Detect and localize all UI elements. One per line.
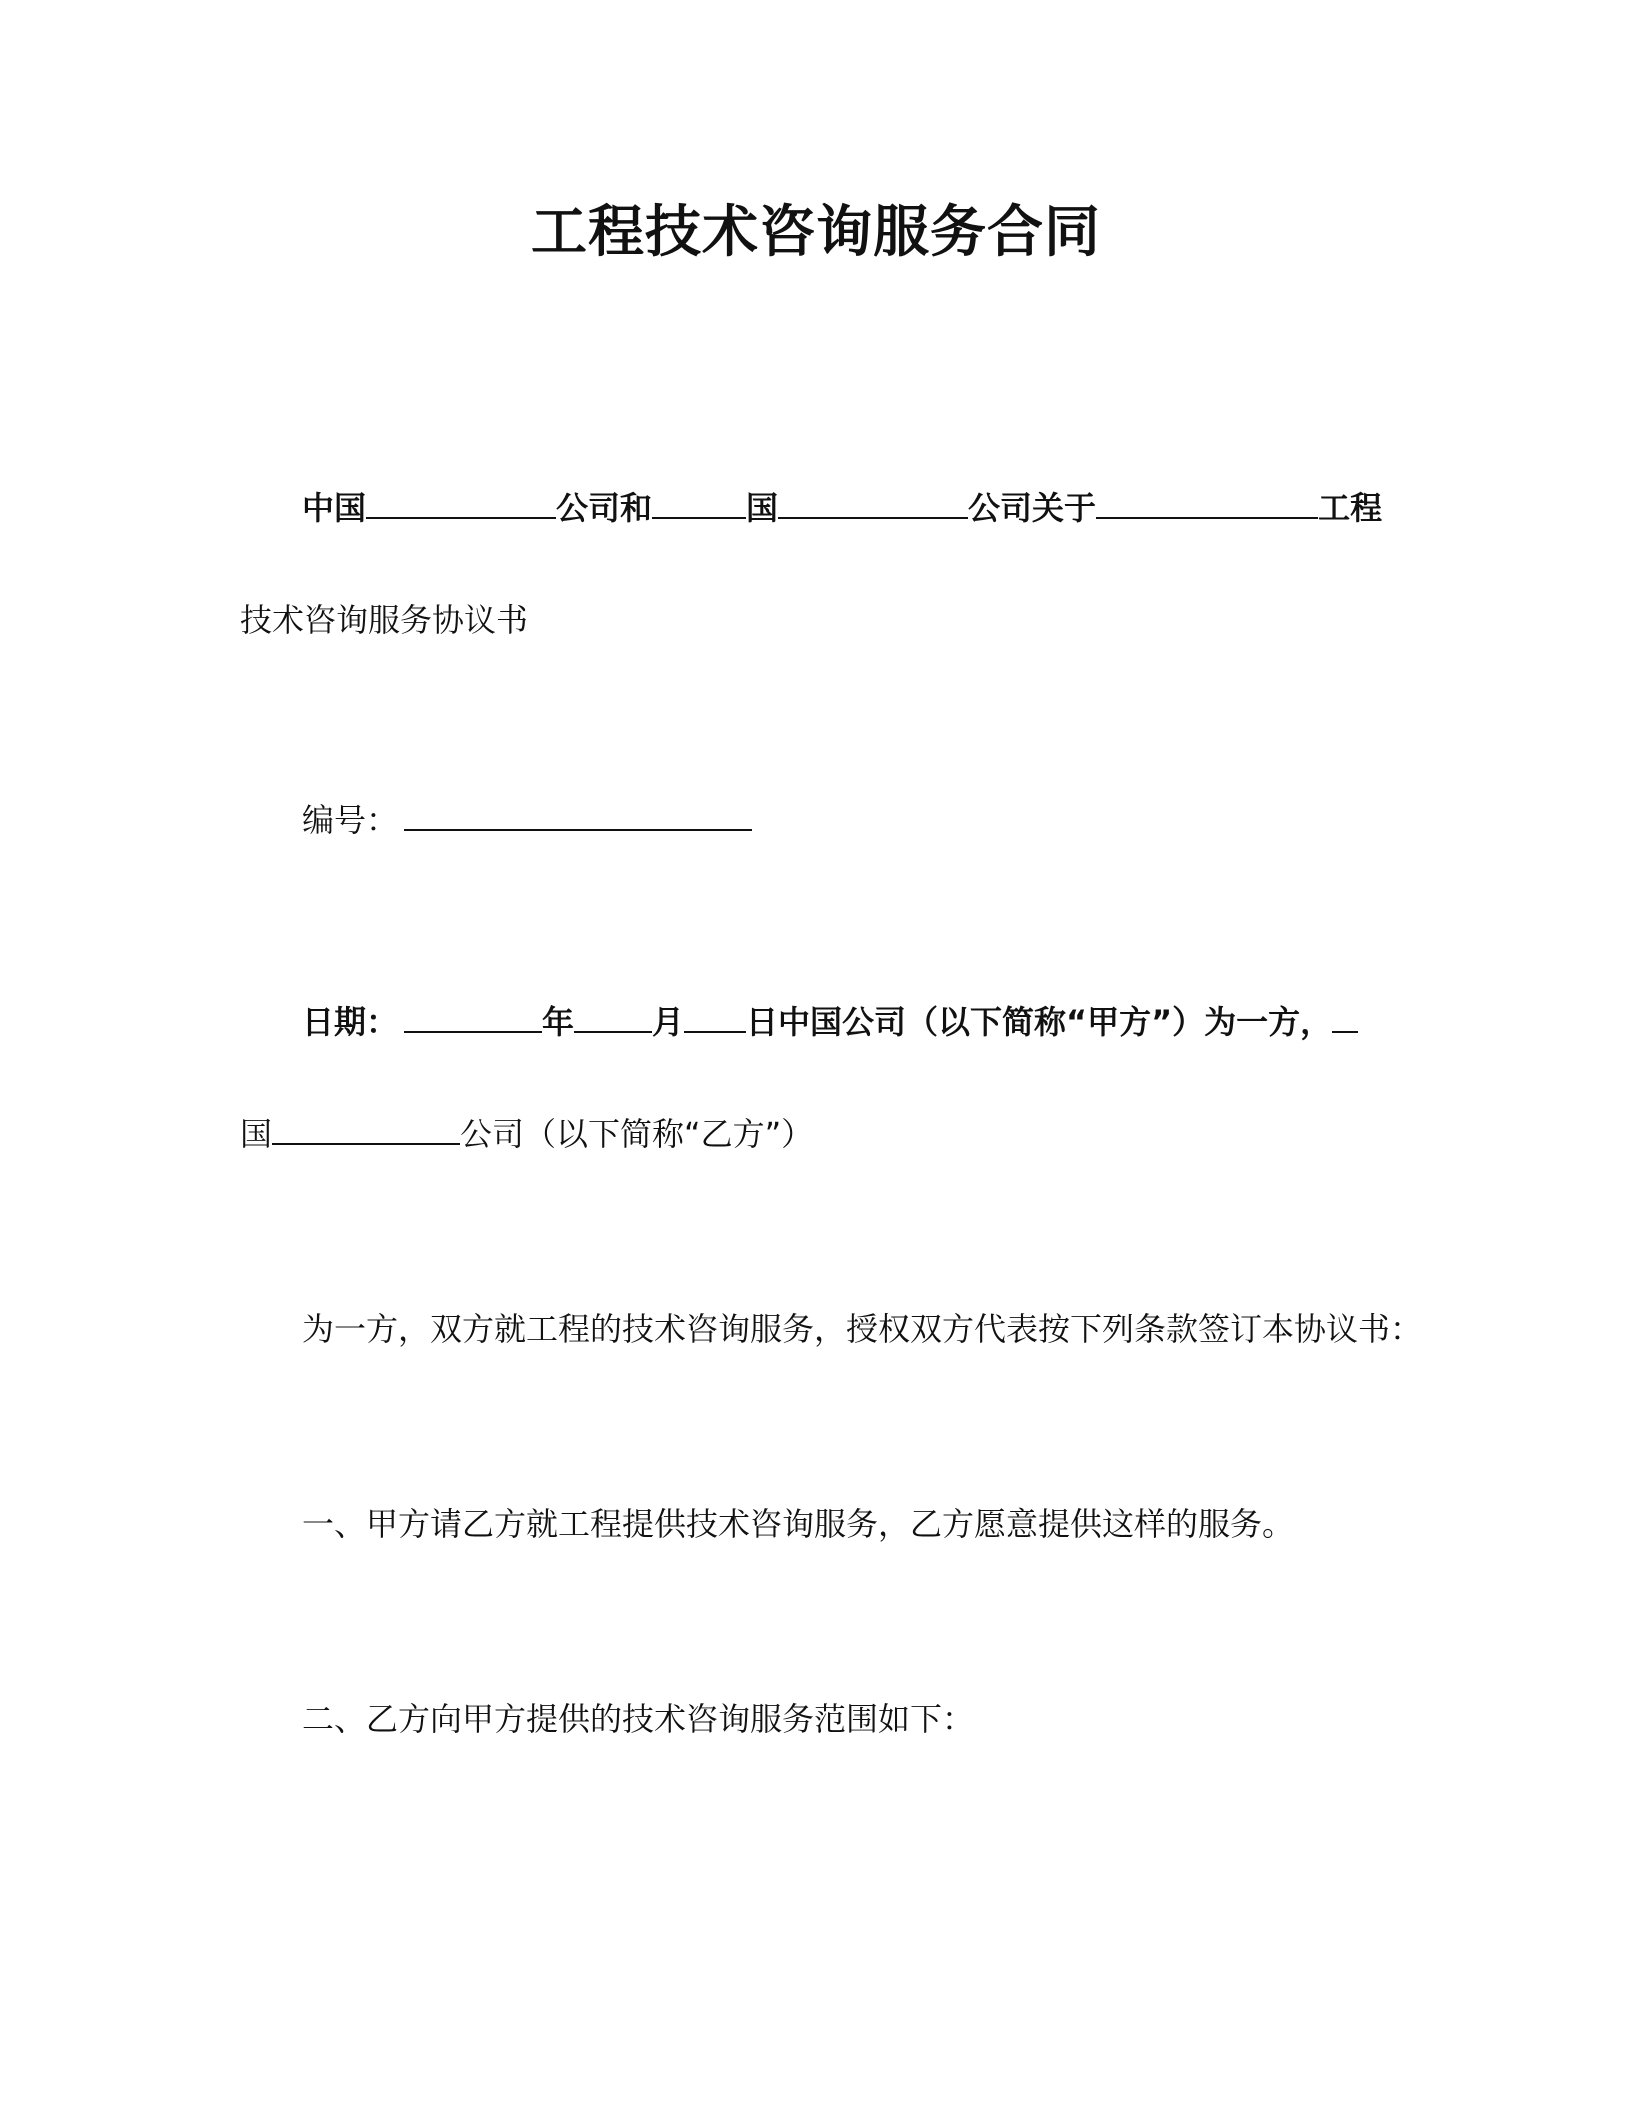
date-label: 日期： [302, 1003, 399, 1041]
date-line-2 [240, 1112, 813, 1156]
number-label: 编号： [302, 801, 399, 839]
intro-text-country: 国 [746, 489, 779, 527]
date-line-1 [302, 1000, 1358, 1044]
day-party-a-text: 日中国公司（以下简称“甲方”）为一方， [746, 1003, 1333, 1041]
foreign-company-blank[interactable] [778, 487, 968, 519]
party-b-country-text: 国 [240, 1115, 273, 1153]
document-title: 工程技术咨询服务合同 [531, 200, 1101, 265]
year-text: 年 [542, 1003, 575, 1041]
number-line [302, 798, 752, 842]
paragraph-clause-1: 一、甲方请乙方就工程提供技术咨询服务，乙方愿意提供这样的服务。 [302, 1505, 1295, 1543]
country-blank[interactable] [652, 487, 746, 519]
intro-text-project: 工程 [1318, 489, 1383, 527]
contract-number-blank[interactable] [404, 799, 752, 831]
party-b-country-blank[interactable] [1332, 1001, 1358, 1033]
intro-text-company-about: 公司关于 [968, 489, 1097, 527]
day-blank[interactable] [684, 1001, 746, 1033]
project-name-blank[interactable] [1096, 487, 1318, 519]
paragraph-agreement: 为一方，双方就工程的技术咨询服务，授权双方代表按下列条款签订本协议书： [302, 1310, 1423, 1348]
intro-text-company-and: 公司和 [556, 489, 653, 527]
month-blank[interactable] [574, 1001, 652, 1033]
intro-text-china: 中国 [302, 489, 367, 527]
company-name-blank[interactable] [366, 487, 556, 519]
month-text: 月 [652, 1003, 685, 1041]
party-b-text: 公司（以下简称“乙方”） [460, 1115, 814, 1153]
party-b-company-blank[interactable] [272, 1113, 460, 1145]
year-blank[interactable] [404, 1001, 542, 1033]
intro-line-2: 技术咨询服务协议书 [240, 601, 529, 639]
intro-line-1 [302, 486, 1382, 530]
paragraph-clause-2: 二、乙方向甲方提供的技术咨询服务范围如下： [302, 1700, 975, 1738]
